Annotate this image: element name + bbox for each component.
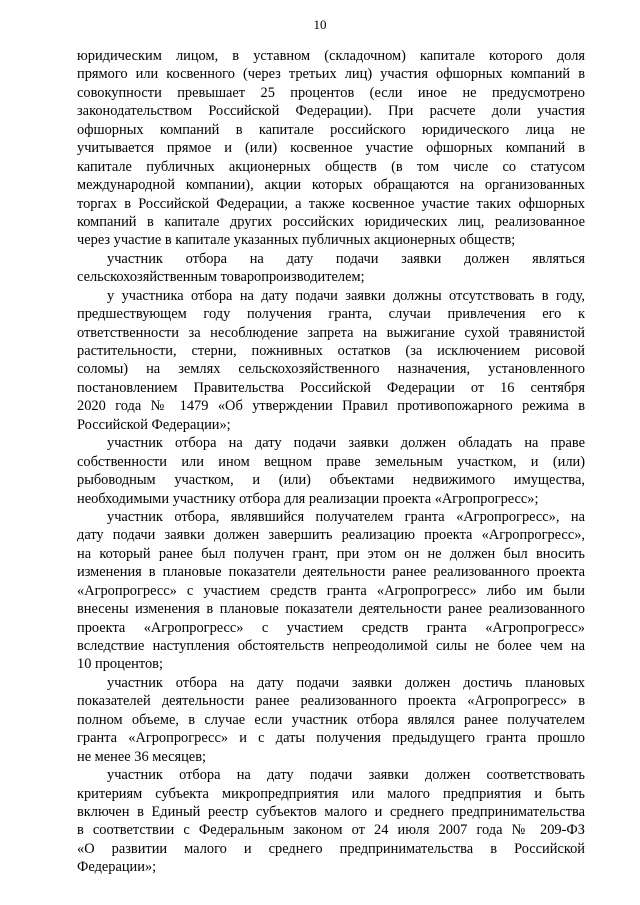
- text-line: гранта «Агропрогресс» и с даты получения предыдущего гранта прошло: [77, 730, 585, 747]
- text-line: 10 процентов;: [77, 656, 163, 673]
- text-line: ответственности за несоблюдение запрета на выжигание сухой травянистой: [77, 324, 585, 341]
- text-line: прямого или косвенного (через третьих лиц) участия офшорных компаний в: [77, 66, 585, 83]
- text-line: совокупности превышает 25 процентов (если иное не предусмотрено: [77, 84, 585, 101]
- text-line: офшорных компаний в капитале российского юридического лица не: [77, 121, 585, 138]
- text-line: торгах в Российской Федерации, а также косвенное участие таких офшорных: [77, 195, 585, 212]
- text-line: международной компании), акции которых обращаются на организованных: [77, 177, 585, 194]
- text-line: дату подачи заявки должен завершить реализацию проекта «Агропрогресс»,: [77, 527, 585, 544]
- text-line: внесены изменения в плановые показатели деятельности ранее реализованного: [77, 601, 585, 618]
- text-line: не менее 36 месяцев;: [77, 748, 206, 765]
- text-line: необходимыми участнику отбора для реализации проекта «Агропрогресс»;: [77, 490, 539, 507]
- text-line: Российской Федерации»;: [77, 416, 231, 433]
- text-line: соломы) на землях сельскохозяйственного назначения, установленного: [77, 361, 585, 378]
- document-body: [77, 47, 585, 877]
- text-line: у участника отбора на дату подачи заявки должны отсутствовать в году,: [107, 287, 585, 304]
- text-line: растительности, стерни, пожнивных остатков (за исключением рисовой: [77, 343, 585, 359]
- text-line: постановлением Правительства Российской Федерации от 16 сентября: [77, 379, 585, 396]
- text-line: критериям субъекта микропредприятия или малого предприятия и быть: [77, 785, 585, 802]
- text-line: компаний в капитале других российских юридических лиц, реализованное: [77, 213, 585, 230]
- paragraph: [77, 674, 585, 766]
- text-line: юридическим лицом, в уставном (складочном) капитале которого доля: [77, 48, 585, 64]
- text-line: участник отбора на дату подачи заявки должен соответствовать: [107, 767, 585, 784]
- text-line: включен в Единый реестр субъектов малого и среднего предпринимательства: [77, 803, 585, 820]
- paragraph: [77, 766, 585, 877]
- text-line: «О развитии малого и среднего предпринимательства в Российской: [77, 840, 585, 857]
- text-line: участник отбора на дату подачи заявки должен являться: [107, 250, 585, 267]
- text-line: «Агропрогресс» с участием средств гранта «Агропрогресс» либо им были: [77, 582, 585, 599]
- text-line: собственности или ином вещном праве земельным участком, и (или): [77, 453, 585, 470]
- text-line: показателей деятельности ранее реализованного проекта «Агропрогресс» в: [77, 693, 585, 710]
- text-line: 2020 года № 1479 «Об утверждении Правил противопожарного режима в: [77, 398, 585, 415]
- text-line: сельскохозяйственным товаропроизводителем;: [77, 269, 365, 286]
- text-line: изменения в плановые показатели деятельности ранее реализованного проекта: [77, 564, 585, 581]
- text-line: законодательством Российской Федерации). При расчете доли участия: [77, 103, 585, 120]
- text-line: участник отбора на дату подачи заявки должен достичь плановых: [107, 674, 585, 691]
- text-line: полном объеме, в случае если участник отбора являлся ранее получателем: [77, 711, 585, 728]
- page-number: 10: [313, 17, 327, 32]
- paragraph: [77, 47, 585, 250]
- text-line: через участие в капитале указанных публичных акционерных обществ;: [77, 232, 516, 249]
- text-line: вследствие наступления обстоятельств непреодолимой силы не более чем на: [77, 638, 585, 654]
- text-line: капитале публичных акционерных обществ (в том числе со статусом: [77, 158, 585, 175]
- text-line: рыбоводным участком, и (или) объектами недвижимого имущества,: [77, 472, 585, 489]
- text-line: проекта «Агропрогресс» с участием средств гранта «Агропрогресс»: [77, 619, 585, 636]
- text-line: участник отбора на дату подачи заявки должен обладать на праве: [107, 435, 585, 452]
- text-line: на который ранее был получен грант, при этом он не должен был вносить: [77, 545, 585, 562]
- text-line: учитывается прямое и (или) косвенное участие офшорных компаний в: [77, 140, 585, 157]
- paragraph: [77, 287, 585, 435]
- text-line: предшествующем году получения гранта, случаи привлечения его к: [77, 306, 585, 323]
- text-line: Федерации»;: [77, 859, 157, 876]
- paragraph: [77, 434, 585, 508]
- paragraph: [77, 250, 585, 287]
- text-line: участник отбора, являвшийся получателем гранта «Агропрогресс», на: [107, 508, 585, 525]
- text-line: в соответствии с Федеральным законом от 24 июля 2007 года № 209-ФЗ: [77, 822, 585, 839]
- paragraph: [77, 508, 585, 674]
